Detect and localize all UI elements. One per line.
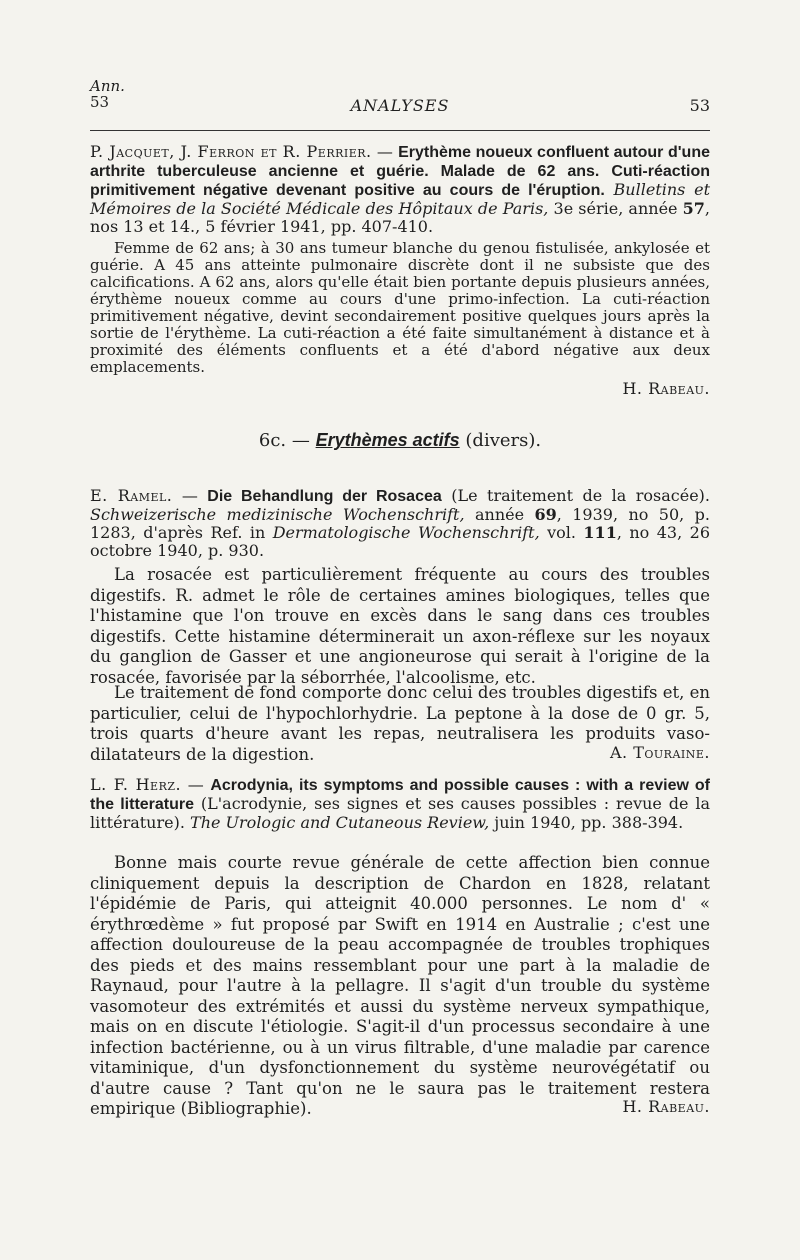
handwritten-abbr: Ann.: [90, 77, 125, 95]
article-2-journal: Schweizerische medizinische Wochenschrift,: [90, 505, 465, 524]
article-3-signature: H. Rabeau.: [622, 1097, 710, 1116]
dash: —: [371, 142, 399, 161]
article-1-ref-a: 3e série, année: [553, 199, 683, 218]
article-1-ref-b: , nos 13 et 14., 5 février 1941, pp. 407-410.: [90, 199, 711, 236]
article-1-journal: Bulletins et Mémoires de la Société Médicale des Hôpitaux de Paris,: [90, 180, 711, 218]
dash: —: [172, 486, 208, 505]
article-1-signature: H. Rabeau.: [622, 379, 710, 398]
article-3-title: Acrodynia, its symptoms and possible causes : with a review of the litterature: [90, 777, 711, 813]
header-rule: [90, 130, 710, 131]
article-2-ref-a: année: [464, 505, 535, 524]
article-1-authors: P. Jacquet, J. Ferron et R. Perrier.: [90, 142, 372, 161]
article-2-title: Die Behandlung der Rosacea: [207, 488, 442, 505]
dash: —: [286, 430, 316, 451]
article-3-author: L. F. Herz.: [90, 775, 182, 794]
article-2-ref-b: , 1939, no 50, p. 1283, d'après Ref. in: [90, 505, 710, 542]
article-2-translation: (Le traitement de la rosacée).: [441, 486, 710, 505]
article-1-year-vol: 57: [682, 199, 705, 218]
article-3-citation: [90, 776, 710, 832]
article-3-ref: juin 1940, pp. 388-394.: [489, 813, 684, 832]
article-2-signature: A. Touraine.: [610, 743, 710, 762]
article-2-paragraph-1: La rosacée est particulièrement fréquente au cours des troubles digestifs. R. admet le rôle de certaines amines biologiques, telles que l'histamine que l'on trouve en excès dans le sang dans ces troubles digestifs. Cette histamine déterminerait un axon-réflexe sur les noyaux du ganglion de Gasser et une angioneurose qui serait à l'origine de la rosacée, favorisée par la séborrhée, l'alcoolisme, etc.: [90, 565, 710, 687]
section-suffix: (divers).: [459, 430, 542, 451]
article-1-title: Erythème noueux confluent autour d'une arthrite tuberculeuse ancienne et guérie. Malade de 62 ans. Cuti-réaction primitivement négative devenant positive au cours de l'éruption.: [90, 144, 710, 199]
article-2-citation: [90, 487, 710, 560]
article-1-citation: [90, 143, 710, 236]
handwritten-number: 53: [90, 93, 110, 111]
section-number: 6c.: [258, 430, 287, 451]
article-2-author: E. Ramel.: [90, 486, 173, 505]
article-3-translation: (L'acrodynie, ses signes et ses causes possibles : revue de la littérature).: [90, 794, 710, 832]
page-number: 53: [689, 96, 710, 115]
article-1-body: Femme de 62 ans; à 30 ans tumeur blanche du genou fistulisée, ankylosée et guérie. A 45 ans atteinte pulmonaire discrète dont il ne subsiste que des calcifications. A 62 ans, alors qu'elle était bien portante depuis plusieurs années, érythème noueux comme au cours d'une primo-infection. La cuti-réaction primitivement négative, devint secondairement positive quelques jours après la sortie de l'érythème. La cuti-réaction a été faite simultanément à distance et à proximité des éléments confluents et a été d'abord négative aux deux emplacements.: [90, 239, 710, 376]
article-2-ref-c: vol.: [539, 523, 584, 542]
section-title: Erythèmes actifs: [315, 430, 460, 450]
running-header: [90, 93, 710, 120]
article-2-journal-2: Dermatologische Wochenschrift,: [272, 523, 540, 542]
article-2-vol-b: 111: [583, 523, 617, 542]
running-title: ANALYSES: [350, 96, 450, 115]
article-3-body: Bonne mais courte revue générale de cette affection bien connue cliniquement depuis la description de Chardon en 1828, relatant l'épidémie de Paris, qui atteignit 40.000 personnes. Le nom d' « érythrœdème » fut proposé par Swift en 1914 en Australie ; c'est une affection douloureuse de la peau accompagnée de troubles trophiques des pieds et des mains ressemblant pour une part à la maladie de Raynaud, pour l'autre à la pellagre. Il s'agit d'un trouble du système vasomoteur des extrémités et aussi du système nerveux sympathique, mais on en discute l'étiologie. S'agit-il d'un processus secondaire à une infection bactérienne, ou à un virus filtrable, d'une maladie par carence vitaminique, d'un dysfonctionnement du système neurovégétatif ou d'autre cause ? Tant qu'on ne le saura pas le traitement restera empirique (Bibliographie).: [90, 853, 710, 1118]
article-2-ref-d: , no 43, 26 octobre 1940, p. 930.: [90, 523, 710, 560]
section-heading: [90, 430, 710, 451]
article-2-paragraph-2: Le traitement de fond comporte donc celui des troubles digestifs et, en particulier, celui de l'hypochlorhydrie. La peptone à la dose de 0 gr. 5, trois quarts d'heure avant les repas, neutralisera les produits vaso-dilatateurs de la digestion.: [90, 683, 710, 764]
dash: —: [181, 775, 211, 794]
article-2-vol-a: 69: [534, 505, 557, 524]
article-3-journal: The Urologic and Cutaneous Review,: [190, 813, 490, 832]
